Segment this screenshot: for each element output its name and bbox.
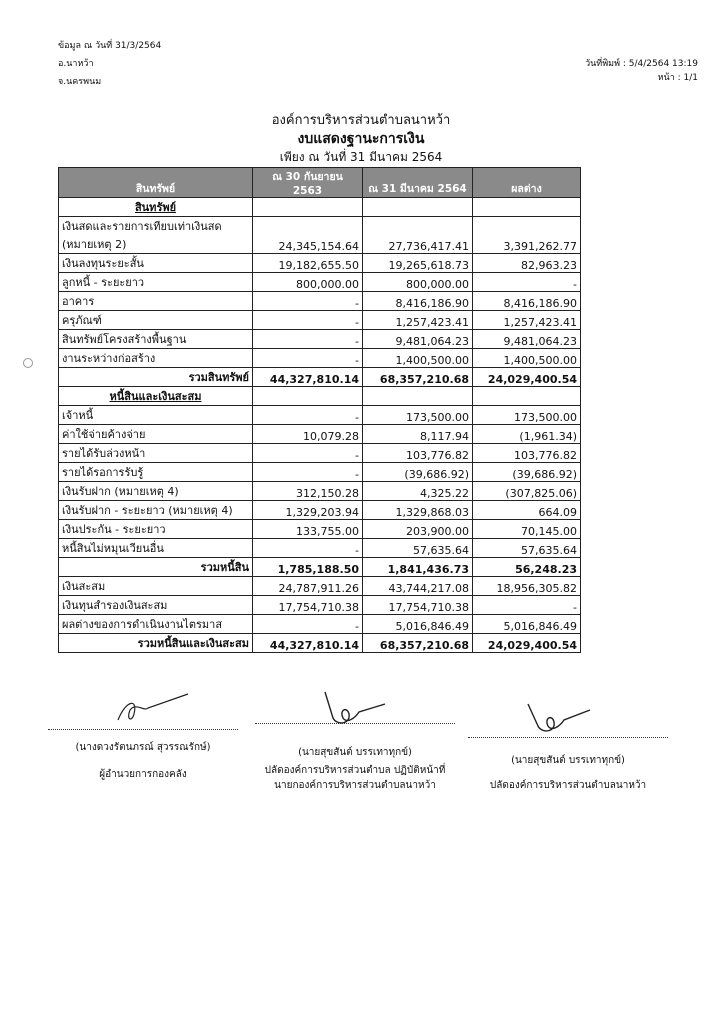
row-label: ผลต่างของการดำเนินงานไตรมาส bbox=[59, 615, 253, 634]
cell-mar2564: 1,400,500.00 bbox=[363, 349, 473, 368]
row-label: เงินสดและรายการเทียบเท่าเงินสด (หมายเหตุ 2) bbox=[59, 217, 253, 254]
row-label: รายได้รอการรับรู้ bbox=[59, 463, 253, 482]
row-label: สินทรัพย์โครงสร้างพื้นฐาน bbox=[59, 330, 253, 349]
cell-diff: (307,825.06) bbox=[473, 482, 581, 501]
row-label: เงินประกัน - ระยะยาว bbox=[59, 520, 253, 539]
signer-title-1: ผู้อำนวยการกองคลัง bbox=[99, 769, 187, 780]
cell-mar2564: 17,754,710.38 bbox=[363, 596, 473, 615]
total-label: รวมสินทรัพย์ bbox=[59, 368, 253, 387]
cell-sep2563: 1,329,203.94 bbox=[253, 501, 363, 520]
cell-sep2563: - bbox=[253, 444, 363, 463]
cell-sep2563: 24,787,911.26 bbox=[253, 577, 363, 596]
row-label: รายได้รับล่วงหน้า bbox=[59, 444, 253, 463]
cell-diff: - bbox=[473, 273, 581, 292]
cell-mar2564: 1,257,423.41 bbox=[363, 311, 473, 330]
row-label: หนี้สินไม่หมุนเวียนอื่น bbox=[59, 539, 253, 558]
signer-title-2b: นายกองค์การบริหารส่วนตำบลนาหว้า bbox=[274, 780, 436, 791]
cell-diff: - bbox=[473, 596, 581, 615]
cell-sep2563: 24,345,154.64 bbox=[253, 217, 363, 254]
district: อ.นาหว้า bbox=[58, 59, 94, 69]
table-row bbox=[59, 596, 581, 615]
page-number: หน้า : 1/1 bbox=[657, 73, 698, 83]
cell-diff: 3,391,262.77 bbox=[473, 217, 581, 254]
cell-sep2563: 10,079.28 bbox=[253, 425, 363, 444]
total-diff: 24,029,400.54 bbox=[473, 368, 581, 387]
table-header-row bbox=[59, 168, 581, 198]
handwritten-signature-3 bbox=[468, 700, 668, 740]
cell-mar2564: (39,686.92) bbox=[363, 463, 473, 482]
cell-sep2563: - bbox=[253, 463, 363, 482]
as-of-date: เพียง ณ วันที่ 31 มีนาคม 2564 bbox=[279, 150, 443, 164]
cell-diff: 664.09 bbox=[473, 501, 581, 520]
grand-total-mar2564: 68,357,210.68 bbox=[363, 634, 473, 653]
total-row-liabilities bbox=[59, 558, 581, 577]
table-row bbox=[59, 217, 581, 254]
cell-mar2564: 5,016,846.49 bbox=[363, 615, 473, 634]
cell-mar2564: 27,736,417.41 bbox=[363, 217, 473, 254]
cell-mar2564: 8,117.94 bbox=[363, 425, 473, 444]
cell-diff: 103,776.82 bbox=[473, 444, 581, 463]
financial-position-table bbox=[58, 167, 581, 653]
cell-sep2563: - bbox=[253, 330, 363, 349]
table-row bbox=[59, 349, 581, 368]
cell-diff: 57,635.64 bbox=[473, 539, 581, 558]
total-mar2564: 1,841,436.73 bbox=[363, 558, 473, 577]
cell-mar2564: 4,325.22 bbox=[363, 482, 473, 501]
col-header-mar2564: ณ 31 มีนาคม 2564 bbox=[363, 168, 473, 198]
cell-diff: 173,500.00 bbox=[473, 406, 581, 425]
table-row bbox=[59, 273, 581, 292]
table-row bbox=[59, 311, 581, 330]
grand-total-sep2563: 44,327,810.14 bbox=[253, 634, 363, 653]
cell-sep2563: - bbox=[253, 349, 363, 368]
cell-sep2563: - bbox=[253, 292, 363, 311]
cell-diff: 5,016,846.49 bbox=[473, 615, 581, 634]
handwritten-signature-2 bbox=[255, 688, 455, 728]
cell-diff: 8,416,186.90 bbox=[473, 292, 581, 311]
total-row-assets bbox=[59, 368, 581, 387]
total-sep2563: 44,327,810.14 bbox=[253, 368, 363, 387]
row-label: งานระหว่างก่อสร้าง bbox=[59, 349, 253, 368]
cell-mar2564: 203,900.00 bbox=[363, 520, 473, 539]
table-row bbox=[59, 330, 581, 349]
signer-name-3: (นายสุขสันต์ บรรเทาทุกข์) bbox=[511, 755, 625, 766]
table-row bbox=[59, 406, 581, 425]
punch-hole-mark bbox=[23, 358, 33, 368]
row-label: เจ้าหนี้ bbox=[59, 406, 253, 425]
cell-mar2564: 9,481,064.23 bbox=[363, 330, 473, 349]
row-label: อาคาร bbox=[59, 292, 253, 311]
cell-diff: 1,257,423.41 bbox=[473, 311, 581, 330]
row-label: ค่าใช้จ่ายค้างจ่าย bbox=[59, 425, 253, 444]
cell-mar2564: 800,000.00 bbox=[363, 273, 473, 292]
table-row bbox=[59, 425, 581, 444]
cell-sep2563: 17,754,710.38 bbox=[253, 596, 363, 615]
signer-title-2a: ปลัดองค์การบริหารส่วนตำบล ปฏิบัติหน้าที่ bbox=[264, 765, 446, 776]
section-row-assets bbox=[59, 198, 581, 217]
cell-diff: (1,961.34) bbox=[473, 425, 581, 444]
cell-diff: 9,481,064.23 bbox=[473, 330, 581, 349]
org-title: องค์การบริหารส่วนตำบลนาหว้า bbox=[271, 113, 451, 128]
table-row bbox=[59, 577, 581, 596]
row-label: ลูกหนี้ - ระยะยาว bbox=[59, 273, 253, 292]
cell-mar2564: 173,500.00 bbox=[363, 406, 473, 425]
total-diff: 56,248.23 bbox=[473, 558, 581, 577]
table-row bbox=[59, 292, 581, 311]
cell-diff: 1,400,500.00 bbox=[473, 349, 581, 368]
signature-block-3 bbox=[468, 700, 668, 740]
cell-sep2563: 312,150.28 bbox=[253, 482, 363, 501]
row-label: เงินลงทุนระยะสั้น bbox=[59, 254, 253, 273]
table-row bbox=[59, 482, 581, 501]
print-date: วันที่พิมพ์ : 5/4/2564 13:19 bbox=[585, 59, 698, 69]
cell-sep2563: 800,000.00 bbox=[253, 273, 363, 292]
cell-mar2564: 103,776.82 bbox=[363, 444, 473, 463]
cell-sep2563: - bbox=[253, 615, 363, 634]
province: จ.นครพนม bbox=[58, 77, 102, 87]
cell-sep2563: - bbox=[253, 539, 363, 558]
col-header-item: สินทรัพย์ bbox=[59, 168, 253, 198]
total-label: รวมหนี้สิน bbox=[59, 558, 253, 577]
cell-sep2563: - bbox=[253, 311, 363, 330]
cell-diff: (39,686.92) bbox=[473, 463, 581, 482]
table-row bbox=[59, 539, 581, 558]
cell-diff: 82,963.23 bbox=[473, 254, 581, 273]
cell-mar2564: 43,744,217.08 bbox=[363, 577, 473, 596]
signer-name-2: (นายสุขสันต์ บรรเทาทุกข์) bbox=[298, 747, 412, 758]
table-row bbox=[59, 501, 581, 520]
cell-sep2563: - bbox=[253, 406, 363, 425]
cell-diff: 70,145.00 bbox=[473, 520, 581, 539]
handwritten-signature-1 bbox=[48, 690, 238, 730]
total-mar2564: 68,357,210.68 bbox=[363, 368, 473, 387]
cell-mar2564: 57,635.64 bbox=[363, 539, 473, 558]
col-header-diff: ผลต่าง bbox=[473, 168, 581, 198]
table-row bbox=[59, 463, 581, 482]
col-header-sep2563: ณ 30 กันยายน 2563 bbox=[253, 168, 363, 198]
grand-total-row bbox=[59, 634, 581, 653]
cell-diff: 18,956,305.82 bbox=[473, 577, 581, 596]
cell-mar2564: 1,329,868.03 bbox=[363, 501, 473, 520]
section-row-liabilities bbox=[59, 387, 581, 406]
cell-mar2564: 19,265,618.73 bbox=[363, 254, 473, 273]
cell-sep2563: 19,182,655.50 bbox=[253, 254, 363, 273]
section-heading-assets: สินทรัพย์ bbox=[59, 198, 253, 217]
row-label: เงินทุนสำรองเงินสะสม bbox=[59, 596, 253, 615]
cell-sep2563: 133,755.00 bbox=[253, 520, 363, 539]
table-row bbox=[59, 444, 581, 463]
signer-title-3: ปลัดองค์การบริหารส่วนตำบลนาหว้า bbox=[489, 780, 647, 791]
statement-title: งบแสดงฐานะการเงิน bbox=[297, 131, 425, 147]
row-label: เงินรับฝาก - ระยะยาว (หมายเหตุ 4) bbox=[59, 501, 253, 520]
table-row bbox=[59, 520, 581, 539]
row-label: ครุภัณฑ์ bbox=[59, 311, 253, 330]
row-label: เงินสะสม bbox=[59, 577, 253, 596]
table-row bbox=[59, 254, 581, 273]
data-date: ข้อมูล ณ วันที่ 31/3/2564 bbox=[58, 41, 162, 51]
signature-block-1 bbox=[48, 690, 238, 730]
row-label: เงินรับฝาก (หมายเหตุ 4) bbox=[59, 482, 253, 501]
grand-total-label: รวมหนี้สินและเงินสะสม bbox=[59, 634, 253, 653]
signer-name-1: (นางดวงรัตนภรณ์ สุวรรณรักษ์) bbox=[75, 742, 211, 753]
signature-block-2 bbox=[255, 688, 455, 728]
section-heading-liabilities: หนี้สินและเงินสะสม bbox=[59, 387, 253, 406]
grand-total-diff: 24,029,400.54 bbox=[473, 634, 581, 653]
cell-mar2564: 8,416,186.90 bbox=[363, 292, 473, 311]
table-row bbox=[59, 615, 581, 634]
total-sep2563: 1,785,188.50 bbox=[253, 558, 363, 577]
